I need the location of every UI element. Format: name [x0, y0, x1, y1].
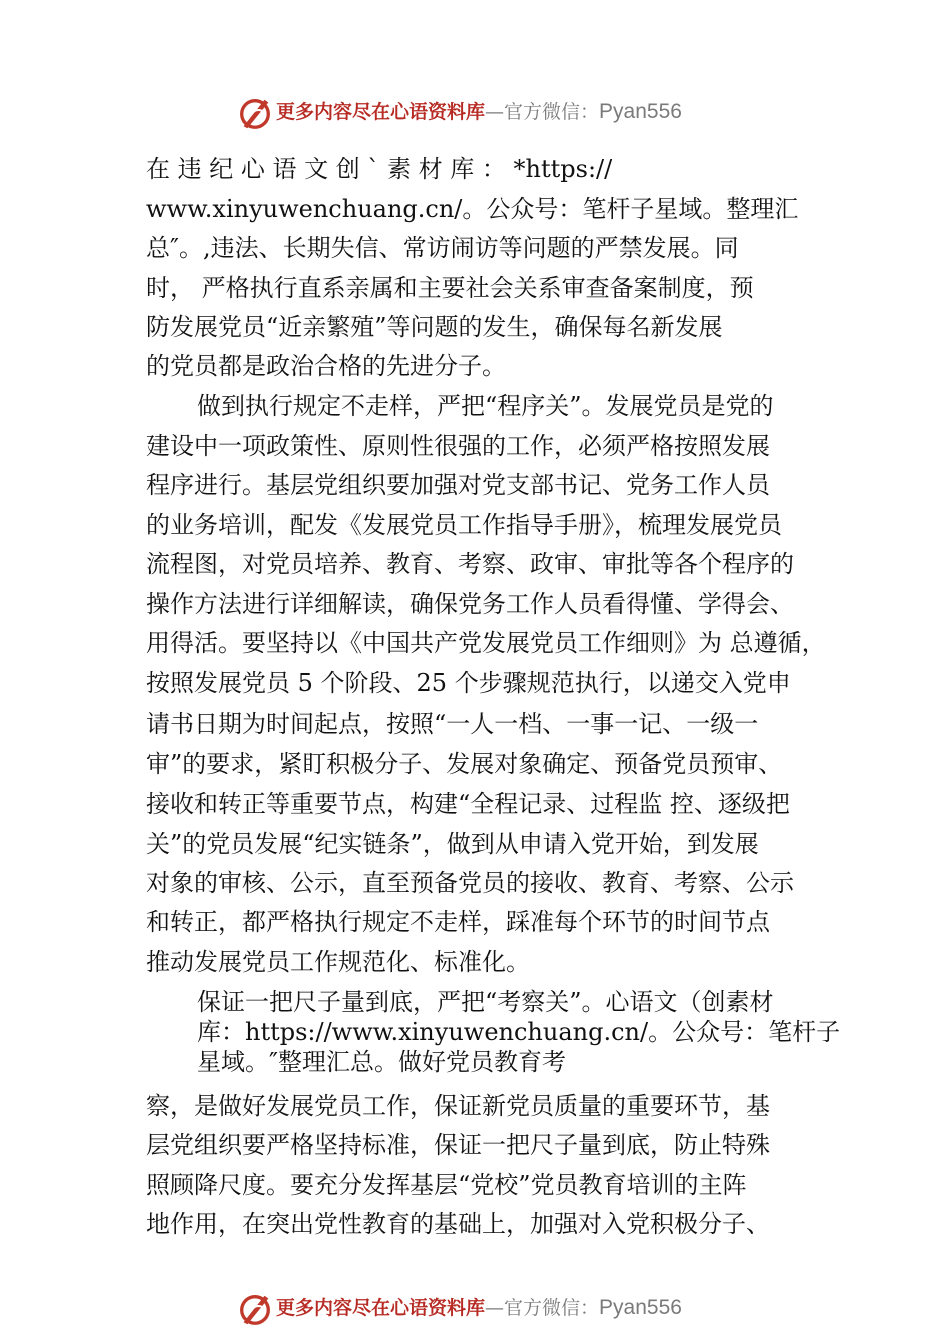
banner-title: 更多内容尽在心语资料库 — [276, 101, 486, 123]
text-line: 和转正，都严格执行规定不走样，踩准每个环节的时间节点 — [146, 908, 770, 936]
text-line: 照顾降尺度。要充分发挥基层“党校”党员教育培训的主阵 — [146, 1171, 747, 1199]
text-line: 的党员都是政治合格的先进分子。 — [146, 352, 506, 380]
text-line: 在 违 纪 心 语 文 创 ` 素 材 库 ： *https:// — [146, 155, 613, 183]
text-line: www.xinyuwenchuang.cn/。公众号：笔杆子星域。整理汇 — [146, 195, 799, 223]
text-line: 保证一把尺子量到底，严把“考察关”。心语文（创素材 — [197, 988, 774, 1016]
text-line: 按照发展党员 5 个阶段、25 个步骤规范执行，以递交入党申 — [146, 669, 791, 697]
banner-wechat-id: Pyan556 — [599, 1296, 682, 1319]
pen-logo-icon — [236, 1290, 274, 1328]
text-line: 流程图，对党员培养、教育、考察、政审、审批等各个程序的 — [146, 550, 794, 578]
banner-dash: — — [485, 1297, 505, 1319]
text-line: 层党组织要严格坚持标准，保证一把尺子量到底，防止特殊 — [146, 1131, 770, 1159]
text-line: 库：https://www.xinyuwenchuang.cn/。公众号：笔杆子 — [197, 1018, 841, 1046]
text-line: 接收和转正等重要节点，构建“全程记录、过程监 控、逐级把 — [146, 790, 790, 818]
banner-wechat-id: Pyan556 — [599, 100, 682, 123]
text-line: 察，是做好发展党员工作，保证新党员质量的重要环节，基 — [146, 1092, 770, 1120]
text-line: 操作方法进行详细解读，确保党务工作人员看得懂、学得会、 — [146, 590, 794, 618]
text-line: 对象的审核、公示，直至预备党员的接收、教育、考察、公示 — [146, 869, 794, 897]
banner-text — [276, 98, 682, 126]
header-banner — [0, 92, 950, 136]
text-line: 星域。″整理汇总。做好党员教育考 — [197, 1048, 566, 1076]
text-line: 审”的要求，紧盯积极分子、发展对象确定、预备党员预审、 — [146, 750, 783, 778]
text-line: 地作用，在突出党性教育的基础上，加强对入党积极分子、 — [146, 1210, 770, 1238]
text-line: 时， 严格执行直系亲属和主要社会关系审查备案制度，预 — [146, 274, 754, 302]
banner-text — [276, 1294, 682, 1322]
text-line: 请书日期为时间起点，按照“一人一档、一事一记、一级一 — [146, 710, 759, 738]
text-line: 做到执行规定不走样，严把“程序关”。发展党员是党的 — [197, 392, 774, 420]
text-line: 的业务培训，配发《发展党员工作指导手册》，梳理发展党员 — [146, 511, 782, 539]
banner-wechat-label: 官方微信： — [504, 1297, 600, 1319]
text-line: 用得活。要坚持以《中国共产党发展党员工作细则》为 总遵循， — [146, 629, 826, 657]
text-line: 建设中一项政策性、原则性很强的工作，必须严格按照发展 — [146, 432, 770, 460]
text-line: 关”的党员发展“纪实链条”，做到从申请入党开始，到发展 — [146, 830, 759, 858]
text-line: 推动发展党员工作规范化、标准化。 — [146, 948, 530, 976]
text-line: 总″。,违法、长期失信、常访闹访等问题的严禁发展。同 — [146, 234, 739, 262]
text-line: 程序进行。基层党组织要加强对党支部书记、党务工作人员 — [146, 471, 770, 499]
pen-logo-icon — [236, 94, 274, 132]
text-line: 防发展党员“近亲繁殖”等问题的发生，确保每名新发展 — [146, 313, 723, 341]
banner-dash: — — [485, 101, 505, 123]
banner-title: 更多内容尽在心语资料库 — [276, 1297, 486, 1319]
banner-wechat-label: 官方微信： — [504, 101, 600, 123]
footer-banner — [0, 1288, 950, 1332]
